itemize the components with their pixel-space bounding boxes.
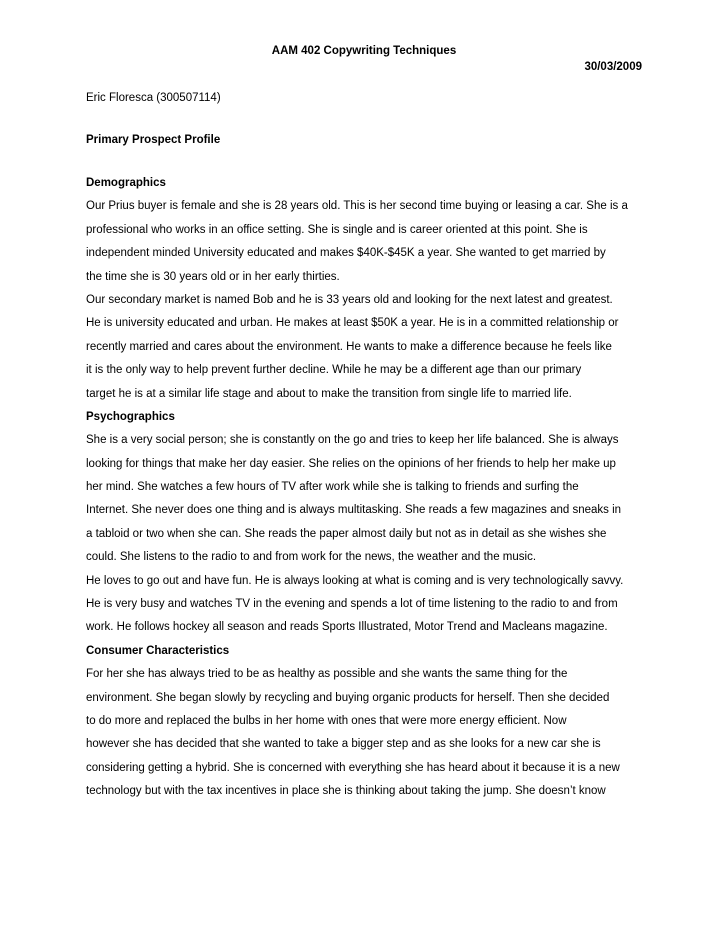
profile-title: Primary Prospect Profile bbox=[86, 134, 221, 146]
body-line: to do more and replaced the bulbs in her home with ones that were more energy efficient. Now bbox=[86, 714, 567, 727]
body-line: Internet. She never does one thing and is always multitasking. She reads a few magazines and sneaks in bbox=[86, 504, 622, 517]
body-line: Our Prius buyer is female and she is 28 years old. This is her second time buying or leasing a car. She is a bbox=[86, 200, 628, 213]
body-line: For her she has always tried to be as healthy as possible and she wants the same thing for the bbox=[86, 668, 568, 681]
author-line: Eric Floresca (300507114) bbox=[86, 92, 221, 104]
body-line: technology but with the tax incentives in place she is thinking about taking the jump. She doesn’t know bbox=[86, 785, 606, 798]
body-line: He is university educated and urban. He makes at least $50K a year. He is in a committed relationship or bbox=[86, 317, 619, 330]
body-line: Our secondary market is named Bob and he is 33 years old and looking for the next latest and greatest. bbox=[86, 293, 613, 306]
body-line: looking for things that make her day easier. She relies on the opinions of her friends to help her make up bbox=[86, 457, 616, 470]
body-line: She is a very social person; she is constantly on the go and tries to keep her life balanced. She is always bbox=[86, 434, 619, 447]
body-line: could. She listens to the radio to and from work for the news, the weather and the music. bbox=[86, 551, 537, 564]
body-line: environment. She began slowly by recycling and buying organic products for herself. Then she decided bbox=[86, 691, 610, 704]
body-line: work. He follows hockey all season and reads Sports Illustrated, Motor Trend and Macleans magazine. bbox=[86, 621, 608, 634]
body-line: it is the only way to help prevent further decline. While he may be a different age than our primary bbox=[86, 364, 582, 377]
body-line: He is very busy and watches TV in the evening and spends a lot of time listening to the radio to and from bbox=[86, 598, 618, 611]
body-line: target he is at a similar life stage and about to make the transition from single life to married life. bbox=[86, 387, 572, 400]
course-title: AAM 402 Copywriting Techniques bbox=[271, 45, 457, 57]
body-line: independent minded University educated and makes $40K-$45K a year. She wanted to get married by bbox=[86, 247, 606, 260]
section-heading: Consumer Characteristics bbox=[86, 644, 230, 657]
body-line: a tabloid or two when she can. She reads the paper almost daily but not as in detail as she wishes she bbox=[86, 527, 607, 540]
body-line: recently married and cares about the environment. He wants to make a difference because he feels like bbox=[86, 340, 612, 353]
document-date: 30/03/2009 bbox=[584, 61, 642, 73]
section-heading: Psychographics bbox=[86, 410, 175, 423]
body-line: her mind. She watches a few hours of TV after work while she is talking to friends and surfing the bbox=[86, 481, 579, 494]
body-line: He loves to go out and have fun. He is always looking at what is coming and is very technologically savvy. bbox=[86, 574, 624, 587]
section-heading: Demographics bbox=[86, 177, 166, 189]
body-text bbox=[86, 172, 648, 804]
body-line: considering getting a hybrid. She is concerned with everything she has heard about it because it is a new bbox=[86, 761, 620, 774]
body-line: however she has decided that she wanted to take a bigger step and as she looks for a new car she is bbox=[86, 738, 601, 751]
body-line: the time she is 30 years old or in her early thirties. bbox=[86, 270, 340, 283]
body-line: professional who works in an office setting. She is single and is career oriented at this point. She is bbox=[86, 223, 588, 236]
